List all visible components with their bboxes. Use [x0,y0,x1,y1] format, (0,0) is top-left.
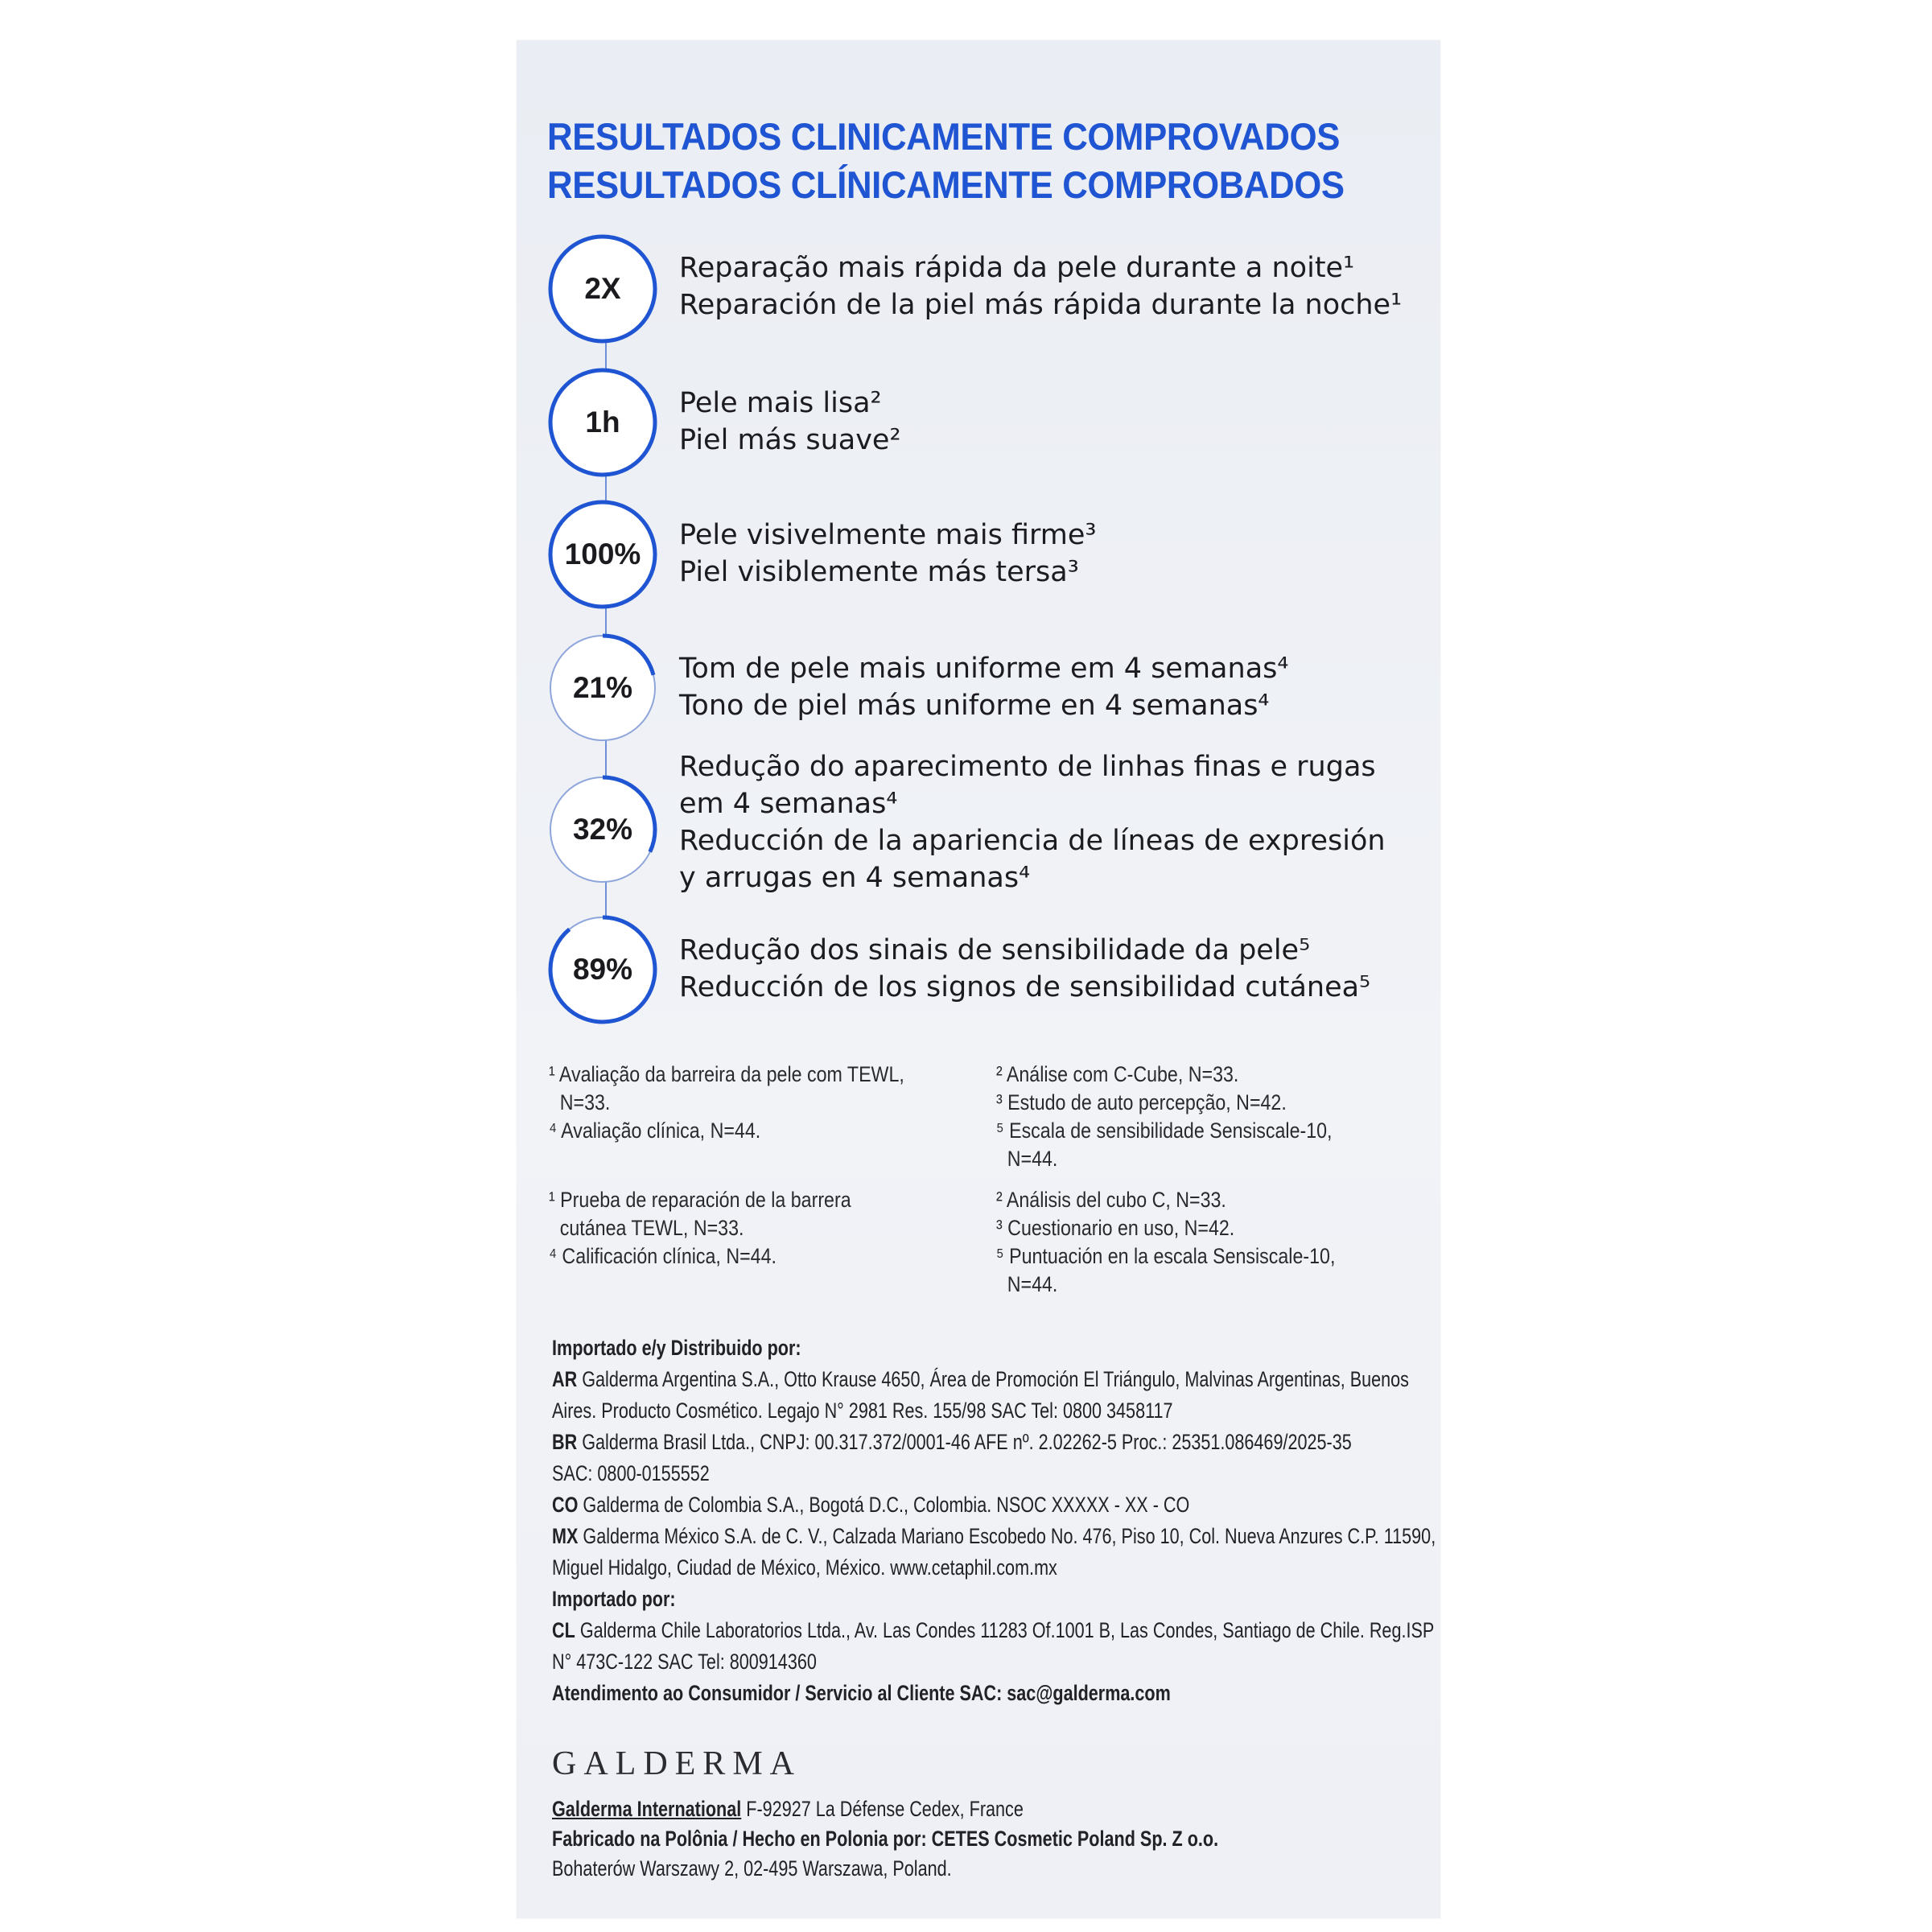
results-heading [547,113,1416,209]
claim-line: Redução dos sinais de sensibilidade da pele⁵ [679,934,1311,966]
claim-ring [547,632,658,744]
importer-info [552,1333,1436,1709]
consumer-service: Atendimento ao Consumidor / Servicio al Cliente SAC: sac@galderma.com [552,1681,1171,1705]
claim-value: 2X [584,272,621,305]
claim-ring [547,233,658,344]
heading-pt: RESULTADOS CLINICAMENTE COMPROVADOS [547,115,1341,158]
claim-text [679,249,1403,323]
claim-value: 100% [564,538,641,571]
claim-ring [547,774,658,885]
claim-text [679,517,1387,591]
footnote: ¹ Prueba de reparación de la barrera [549,1188,851,1212]
footnote: N=33. [559,1090,611,1114]
claim-text [679,650,1387,724]
claim-line: Reparação mais rápida da pele durante a noite¹ [679,252,1355,284]
importer-mx-cont: Miguel Hidalgo, Ciudad de México, México. www.cetaphil.com.mx [552,1555,1057,1580]
claim-line: Reducción de los signos de sensibilidad cutánea⁵ [679,971,1371,1003]
manufacturer-info [552,1794,1405,1884]
claim-wrinkles [547,748,1416,909]
footnote: ⁴ Calificación clínica, N=44. [549,1244,777,1268]
heading-es: RESULTADOS CLÍNICAMENTE COMPROBADOS [547,163,1345,206]
claim-line: Tom de pele mais uniforme em 4 semanas⁴ [679,653,1289,685]
claim-ring [547,499,658,610]
importer-co: Galderma de Colombia S.A., Bogotá D.C., Colombia. NSOC XXXXX - XX - CO [583,1493,1190,1517]
claim-line: Redução do aparecimento de linhas finas e rugas [679,751,1376,783]
claim-ring [547,914,658,1025]
claim-line: Reparación de la piel más rápida durante la noche¹ [679,289,1403,321]
importer-mx: Galderma México S.A. de C. V., Calzada Mariano Escobedo No. 476, Piso 10, Col. Nueva Anzures C.P. 11590, [583,1524,1436,1548]
importer-br: Galderma Brasil Ltda., CNPJ: 00.317.372/0001-46 AFE nº. 2.02262-5 Proc.: 25351.086469/2025-35 [582,1430,1352,1454]
footnotes-es-right [996,1186,1415,1299]
claim-ring [547,367,658,478]
manufacturer-address: Bohaterów Warszawy 2, 02-495 Warszawa, Poland. [552,1856,952,1881]
country-code-co: CO [552,1493,579,1517]
claim-line: Pele mais lisa² [679,387,882,419]
country-code-br: BR [552,1430,578,1454]
country-code-ar: AR [552,1367,578,1391]
claim-line: Pele visivelmente mais firme³ [679,519,1097,551]
footnote: ⁵ Puntuación en la escala Sensiscale-10, [996,1244,1336,1268]
claim-value: 89% [572,953,633,986]
claim-line: Reducción de la apariencia de líneas de expresión [679,825,1386,857]
claim-text [679,385,1387,459]
claim-line: Piel visiblemente más tersa³ [679,556,1079,588]
claim-sensitivity [547,914,1416,1027]
country-code-cl: CL [552,1618,575,1642]
claim-line: Tono de piel más uniforme en 4 semanas⁴ [679,690,1270,722]
footnotes-es-left [549,1186,967,1271]
footnotes-pt-right [996,1061,1415,1173]
claim-line: em 4 semanas⁴ [679,788,898,820]
footnote: cutánea TEWL, N=33. [559,1216,744,1240]
claim-text [679,748,1387,896]
intl-address: F-92927 La Défense Cedex, France [746,1797,1024,1821]
product-info-panel [517,40,1440,1918]
importer-cl-cont: N° 473C-122 SAC Tel: 800914360 [552,1650,817,1674]
claim-repair [547,233,1416,346]
footnote: ³ Estudo de auto percepção, N=42. [996,1090,1287,1114]
footnote: N=44. [1007,1147,1058,1171]
footnote: ² Análise com C-Cube, N=33. [996,1062,1239,1086]
importer-ar-cont: Aires. Producto Cosmético. Legajo N° 2981 Res. 155/98 SAC Tel: 0800 3458117 [552,1399,1173,1423]
galderma-logo: GALDERMA [552,1745,801,1782]
importer-ar: Galderma Argentina S.A., Otto Krause 4650, Área de Promoción El Triángulo, Malvinas Argentinas, Buenos [582,1367,1409,1391]
claim-tone [547,632,1416,745]
importer-br-cont: SAC: 0800-0155552 [552,1461,710,1485]
footnote: N=44. [1007,1272,1058,1296]
intl-name: Galderma International [552,1797,742,1821]
claim-value: 21% [572,671,633,704]
claim-firm [547,499,1416,612]
claim-value: 1h [585,406,620,439]
importer-title: Importado e/y Distribuido por: [552,1336,801,1360]
footnote: ¹ Avaliação da barreira da pele com TEWL, [549,1062,904,1086]
claim-smooth [547,367,1416,480]
footnote: ⁵ Escala de sensibilidade Sensiscale-10, [996,1118,1333,1143]
footnote: ⁴ Avaliação clínica, N=44. [549,1118,761,1143]
import-title: Importado por: [552,1587,676,1611]
made-in: Fabricado na Polônia / Hecho en Polonia por: CETES Cosmetic Poland Sp. Z o.o. [552,1827,1219,1851]
country-code-mx: MX [552,1524,579,1548]
footnote: ³ Cuestionario en uso, N=42. [996,1216,1235,1240]
footnote: ² Análisis del cubo C, N=33. [996,1188,1226,1212]
claim-value: 32% [572,813,633,846]
claim-text [679,932,1387,1006]
claim-line: Piel más suave² [679,424,901,456]
importer-cl: Galderma Chile Laboratorios Ltda., Av. Las Condes 11283 Of.1001 B, Las Condes, Santiago de Chile. Reg.ISP [579,1618,1435,1642]
claim-line: y arrugas en 4 semanas⁴ [679,862,1031,894]
footnotes-pt-left [549,1061,967,1145]
